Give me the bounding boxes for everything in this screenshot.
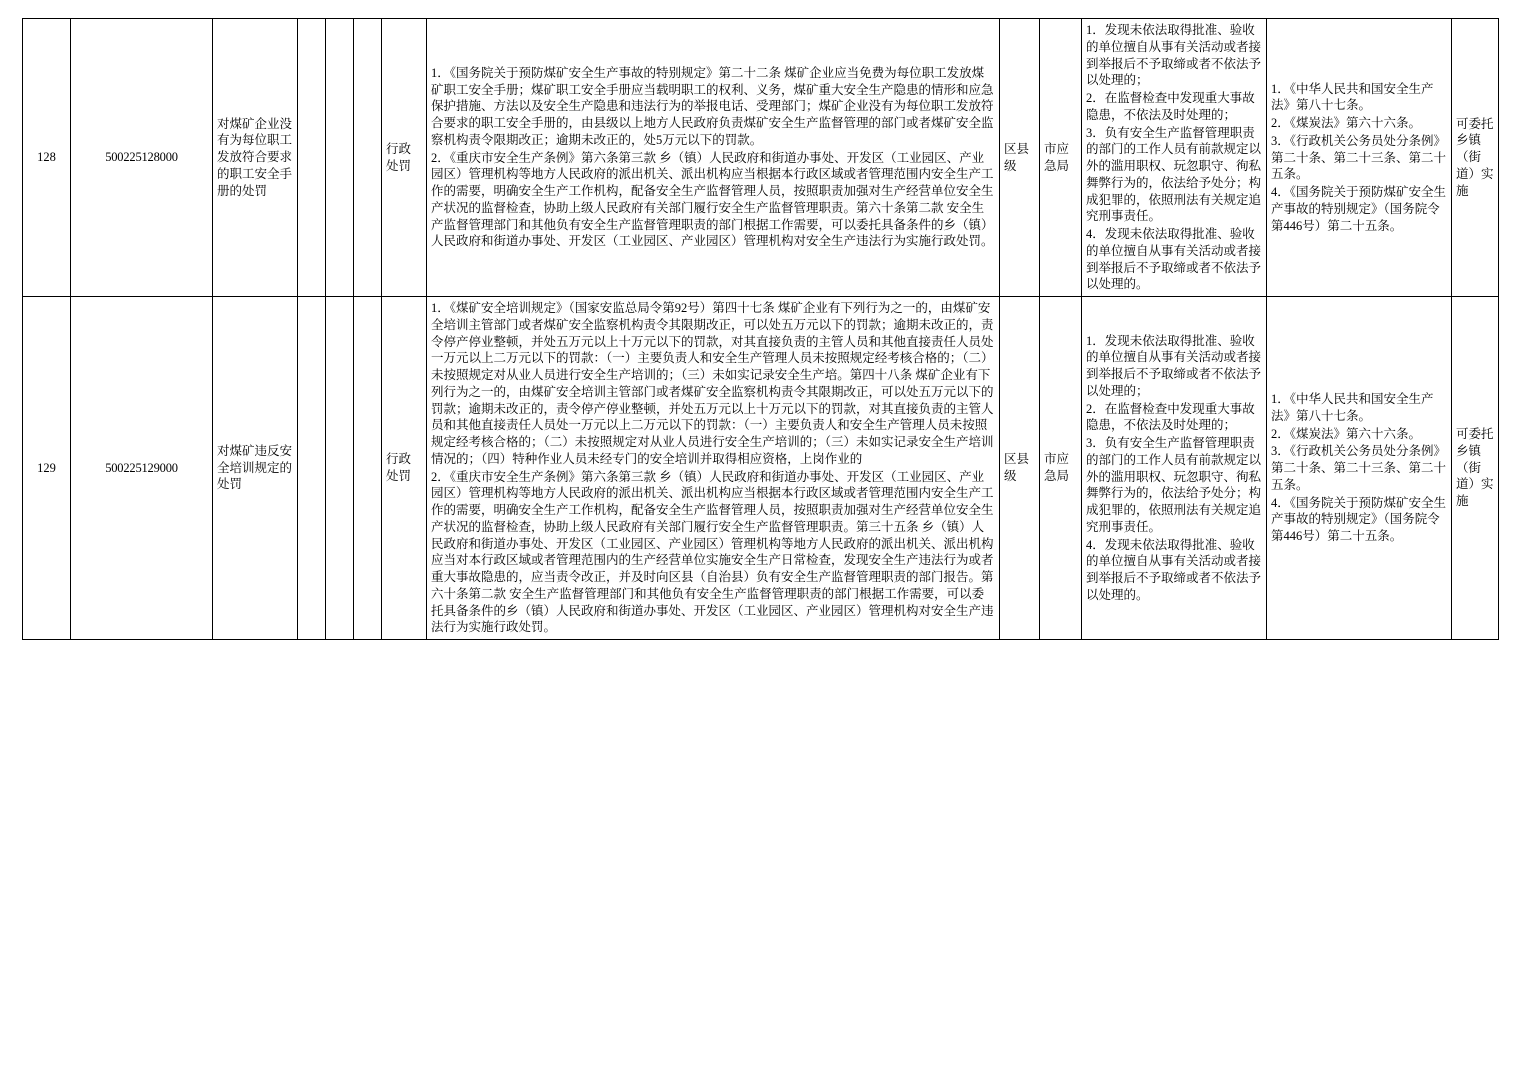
row-blank-1 — [298, 297, 326, 640]
row-type: 行政处罚 — [382, 19, 427, 297]
accountability-item: 3．《行政机关公务员处分条例》第二十条、第二十三条、第二十五条。 — [1271, 444, 1447, 492]
row-responsibility — [1082, 297, 1267, 640]
responsibility-item: 1．发现未依法取得批准、验收的单位擅自从事有关活动或者接到举报后不予取缔或者不依法予以处理的； — [1086, 23, 1262, 88]
basis-paragraph: 2．《重庆市安全生产条例》第六条第三款 乡（镇）人民政府和街道办事处、开发区（工业园区、产业园区）管理机构等地方人民政府的派出机关、派出机构应当根据本行政区域或者管理范围内安全生产工作的需要，明确安全生产工作机构，配备安全生产监督管理人员，按照职责加强对生产经营单位安全生产状况的监督检查，协助上级人民政府有关部门履行安全生产监督管理职责。第三十五条 乡（镇）人民政府和街道办事处、开发区（工业园区、产业园区）管理机构等地方人民政府的派出机关、派出机构应当对本行政区域或者管理范围内的生产经营单位实施安全生产日常检查，发现安全生产违法行为或者重大事故隐患的，应当责令改正，并及时向区县（自治县）负有安全生产监督管理职责的部门报告。第六十条第二款 安全生产监督管理部门和其他负有安全生产监督管理职责的部门根据工作需要，可以委托具备条件的乡（镇）人民政府和街道办事处、开发区（工业园区、产业园区）管理机构对安全生产违法行为实施行政处罚。 — [431, 469, 994, 635]
responsibility-item: 2．在监督检查中发现重大事故隐患，不依法及时处理的； — [1086, 91, 1255, 122]
accountability-item: 1．《中华人民共和国安全生产法》第八十七条。 — [1271, 392, 1434, 423]
responsibility-item: 4．发现未依法取得批准、验收的单位擅自从事有关活动或者接到举报后不予取缔或者不依法予以处理的。 — [1086, 227, 1262, 292]
row-remark: 可委托乡镇（街道）实施 — [1452, 19, 1499, 297]
row-dept: 市应急局 — [1040, 297, 1082, 640]
row-blank-2 — [326, 297, 354, 640]
responsibility-item: 3．负有安全生产监督管理职责的部门的工作人员有前款规定以外的滥用职权、玩忽职守、徇私舞弊行为的，依法给予处分；构成犯罪的，依照刑法有关规定追究刑事责任。 — [1086, 436, 1262, 534]
row-level: 区县级 — [1000, 297, 1040, 640]
row-index: 129 — [23, 297, 71, 640]
table-row — [23, 297, 1499, 640]
row-basis — [427, 297, 1000, 640]
row-dept: 市应急局 — [1040, 19, 1082, 297]
row-name: 对煤矿企业没有为每位职工发放符合要求的职工安全手册的处罚 — [213, 19, 298, 297]
row-code: 500225128000 — [71, 19, 213, 297]
row-accountability — [1267, 297, 1452, 640]
accountability-item: 3．《行政机关公务员处分条例》第二十条、第二十三条、第二十五条。 — [1271, 133, 1447, 182]
row-blank-1 — [298, 19, 326, 297]
accountability-item: 4．《国务院关于预防煤矿安全生产事故的特别规定》（国务院令第446号）第二十五条。 — [1271, 495, 1447, 544]
row-name: 对煤矿违反安全培训规定的处罚 — [213, 297, 298, 640]
row-code: 500225129000 — [71, 297, 213, 640]
basis-paragraph: 2．《重庆市安全生产条例》第六条第三款 乡（镇）人民政府和街道办事处、开发区（工业园区、产业园区）管理机构等地方人民政府的派出机关、派出机构应当根据本行政区域或者管理范围内安全生产工作的需要，明确安全生产工作机构，配备安全生产监督管理人员，按照职责加强对生产经营单位安全生产状况的监督检查，协助上级人民政府有关部门履行安全生产监督管理职责。第六十条第二款 安全生产监督管理部门和其他负有安全生产监督管理职责的部门根据工作需要，可以委托具备条件的乡（镇）人民政府和街道办事处、开发区（工业园区、产业园区）管理机构对安全生产违法行为实施行政处罚。 — [431, 150, 994, 249]
row-index: 128 — [23, 19, 71, 297]
row-blank-3 — [354, 19, 382, 297]
basis-paragraph: 1．《国务院关于预防煤矿安全生产事故的特别规定》第二十二条 煤矿企业应当免费为每位职工发放煤矿职工安全手册；煤矿职工安全手册应当载明职工的权利、义务，煤矿重大安全生产隐患的情形和应急保护措施、方法以及安全生产隐患和违法行为的举报电话、受理部门；煤矿企业没有为每位职工发放符合要求的职工安全手册的，由县级以上地方人民政府负责煤矿安全生产监督管理的部门或者煤矿安全监察机构责令限期改正；逾期未改正的，处5万元以下的罚款。 — [431, 65, 994, 147]
table-row — [23, 19, 1499, 297]
responsibility-item: 1．发现未依法取得批准、验收的单位擅自从事有关活动或者接到举报后不予取缔或者不依法予以处理的； — [1086, 333, 1262, 398]
row-level: 区县级 — [1000, 19, 1040, 297]
row-blank-3 — [354, 297, 382, 640]
row-remark: 可委托乡镇（街道）实施 — [1452, 297, 1499, 640]
accountability-item: 4．《国务院关于预防煤矿安全生产事故的特别规定》（国务院令第446号）第二十五条。 — [1271, 185, 1447, 233]
responsibility-item: 2．在监督检查中发现重大事故隐患，不依法及时处理的； — [1086, 401, 1255, 433]
row-accountability — [1267, 19, 1452, 297]
row-type: 行政处罚 — [382, 297, 427, 640]
power-items-table — [22, 18, 1499, 640]
responsibility-item: 3．负有安全生产监督管理职责的部门的工作人员有前款规定以外的滥用职权、玩忽职守、徇私舞弊行为的，依法给予处分；构成犯罪的，依照刑法有关规定追究刑事责任。 — [1086, 125, 1262, 224]
accountability-item: 2．《煤炭法》第六十六条。 — [1271, 116, 1422, 131]
responsibility-item: 4．发现未依法取得批准、验收的单位擅自从事有关活动或者接到举报后不予取缔或者不依法予以处理的。 — [1086, 537, 1262, 602]
accountability-item: 1．《中华人民共和国安全生产法》第八十七条。 — [1271, 81, 1434, 113]
accountability-item: 2．《煤炭法》第六十六条。 — [1271, 426, 1422, 441]
row-basis — [427, 19, 1000, 297]
row-responsibility — [1082, 19, 1267, 297]
basis-paragraph: 1．《煤矿安全培训规定》（国家安监总局令第92号）第四十七条 煤矿企业有下列行为之一的，由煤矿安全培训主管部门或者煤矿安全监察机构责令其限期改正，可以处五万元以下的罚款；逾期未改正的，责令停产停业整顿，并处五万元以上十万元以下的罚款，对其直接负责的主管人员和其他直接责任人员处一万元以上二万元以下的罚款：（一）主要负责人和安全生产管理人员未按照规定经考核合格的；（二）未按照规定对从业人员进行安全生产培训的；（三）未如实记录安全生产培。第四十八条 煤矿企业有下列行为之一的，由煤矿安全培训主管部门或者煤矿安全监察机构责令其限期改正，可以处五万元以下的罚款；逾期未改正的，责令停产停业整顿，并处五万元以上十万元以下的罚款，对其直接负责的主管人员和其他直接责任人员处一万元以上二万元以下的罚款：（一）主要负责人和安全生产管理人员未按照规定经考核合格的；（二）未按照规定对从业人员进行安全生产培训的；（三）未如实记录安全生产培训情况的；（四）特种作业人员未经专门的安全培训并取得相应资格，上岗作业的 — [431, 301, 994, 466]
row-blank-2 — [326, 19, 354, 297]
